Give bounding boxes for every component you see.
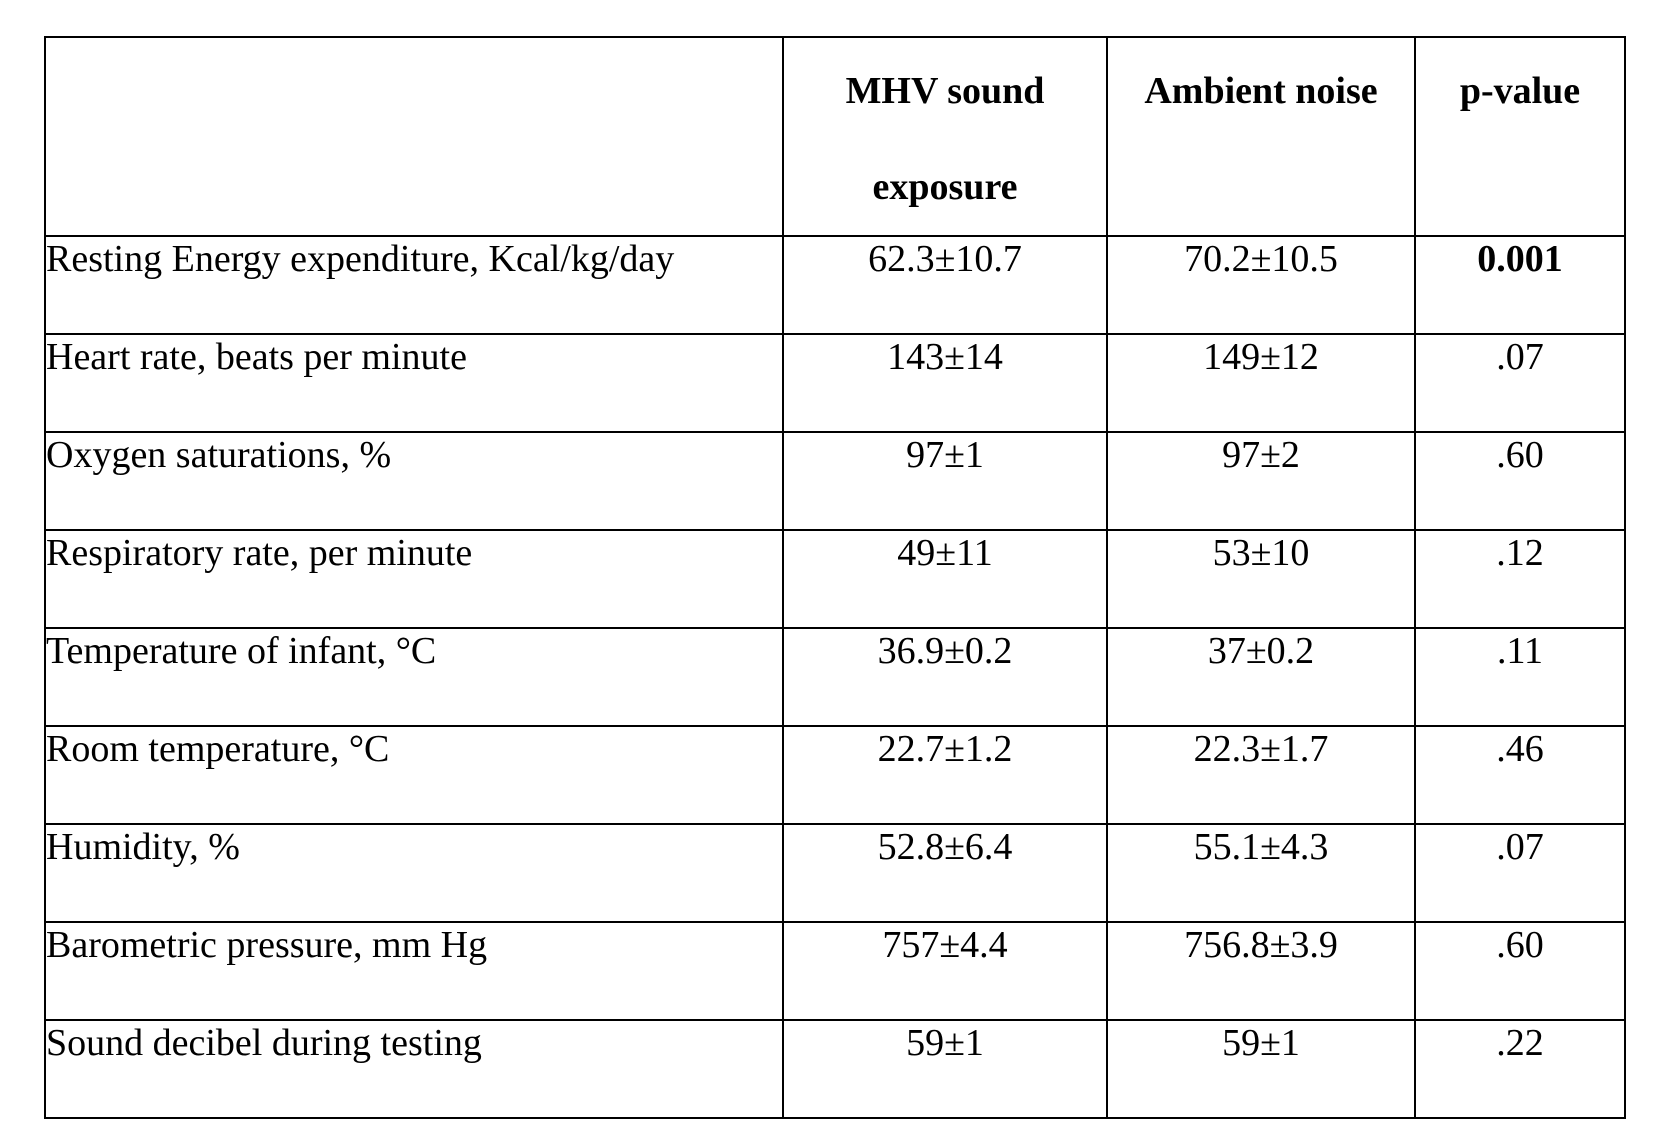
p-value: .07 xyxy=(1415,334,1625,432)
row-label: Oxygen saturations, % xyxy=(45,432,783,530)
p-value: .12 xyxy=(1415,530,1625,628)
mhv-value: 36.9±0.2 xyxy=(783,628,1107,726)
row-label: Resting Energy expenditure, Kcal/kg/day xyxy=(45,236,783,334)
p-value: .60 xyxy=(1415,922,1625,1020)
mhv-value: 52.8±6.4 xyxy=(783,824,1107,922)
mhv-value: 49±11 xyxy=(783,530,1107,628)
ambient-value: 55.1±4.3 xyxy=(1107,824,1415,922)
header-mhv-line1: MHV sound xyxy=(845,70,1045,112)
header-ambient-noise xyxy=(1107,37,1415,236)
p-value: 0.001 xyxy=(1415,236,1625,334)
row-label: Sound decibel during testing xyxy=(45,1020,783,1118)
header-pvalue-label: p-value xyxy=(1459,70,1581,112)
mhv-value: 22.7±1.2 xyxy=(783,726,1107,824)
mhv-value: 59±1 xyxy=(783,1020,1107,1118)
row-label: Respiratory rate, per minute xyxy=(45,530,783,628)
header-blank-cell xyxy=(45,37,783,236)
header-mhv-line2: exposure xyxy=(872,166,1018,208)
ambient-value: 756.8±3.9 xyxy=(1107,922,1415,1020)
p-value: .07 xyxy=(1415,824,1625,922)
row-label: Heart rate, beats per minute xyxy=(45,334,783,432)
ambient-value: 37±0.2 xyxy=(1107,628,1415,726)
p-value: .46 xyxy=(1415,726,1625,824)
row-label: Room temperature, °C xyxy=(45,726,783,824)
ambient-value: 97±2 xyxy=(1107,432,1415,530)
header-p-value xyxy=(1415,37,1625,236)
table-row xyxy=(45,1020,1625,1118)
ambient-value: 149±12 xyxy=(1107,334,1415,432)
mhv-value: 143±14 xyxy=(783,334,1107,432)
header-mhv-sound-exposure xyxy=(783,37,1107,236)
header-ambient-label: Ambient noise xyxy=(1144,70,1378,112)
mhv-value: 757±4.4 xyxy=(783,922,1107,1020)
table-row xyxy=(45,236,1625,334)
table-row xyxy=(45,824,1625,922)
mhv-value: 97±1 xyxy=(783,432,1107,530)
table-row xyxy=(45,432,1625,530)
table-row xyxy=(45,530,1625,628)
table-row xyxy=(45,922,1625,1020)
ambient-value: 59±1 xyxy=(1107,1020,1415,1118)
table-header-row xyxy=(45,37,1625,236)
p-value: .22 xyxy=(1415,1020,1625,1118)
mhv-value: 62.3±10.7 xyxy=(783,236,1107,334)
row-label: Barometric pressure, mm Hg xyxy=(45,922,783,1020)
data-table xyxy=(44,36,1626,1119)
row-label: Humidity, % xyxy=(45,824,783,922)
ambient-value: 70.2±10.5 xyxy=(1107,236,1415,334)
p-value: .11 xyxy=(1415,628,1625,726)
row-label: Temperature of infant, °C xyxy=(45,628,783,726)
table-row xyxy=(45,628,1625,726)
ambient-value: 53±10 xyxy=(1107,530,1415,628)
table-row xyxy=(45,726,1625,824)
table-row xyxy=(45,334,1625,432)
ambient-value: 22.3±1.7 xyxy=(1107,726,1415,824)
p-value: .60 xyxy=(1415,432,1625,530)
